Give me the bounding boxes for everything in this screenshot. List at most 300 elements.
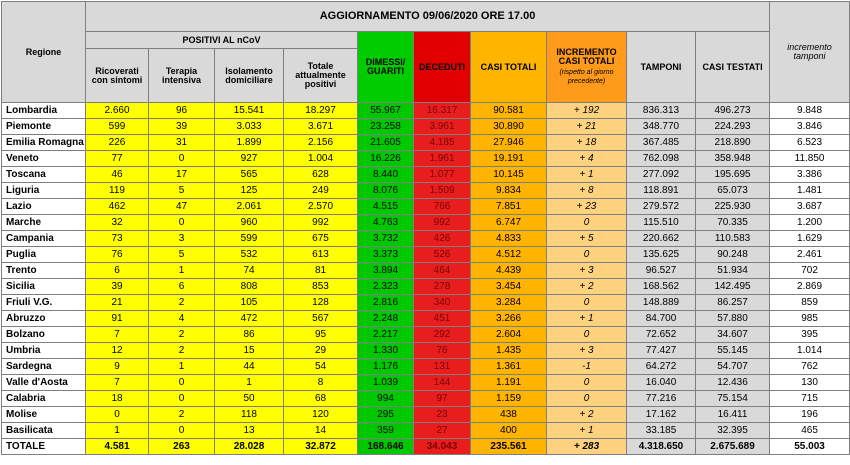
cell-incremento: + 2 (547, 279, 627, 295)
cell-tamponi: 277.092 (627, 167, 696, 183)
cell-totale-positivi: 14 (284, 423, 358, 439)
cell-incremento: + 2 (547, 407, 627, 423)
cell-ricoverati: 462 (86, 199, 149, 215)
cell-totale-positivi: 128 (284, 295, 358, 311)
cell-terapia: 0 (149, 375, 215, 391)
cell-tamponi: 220.662 (627, 231, 696, 247)
cell-incremento-tamponi: 859 (770, 295, 850, 311)
cell-terapia: 1 (149, 359, 215, 375)
cell-terapia: 0 (149, 423, 215, 439)
table-row (2, 327, 850, 343)
cell-terapia: 0 (149, 215, 215, 231)
cell-ricoverati: 2.660 (86, 103, 149, 119)
cell-tamponi: 279.572 (627, 199, 696, 215)
cell-ricoverati: 77 (86, 151, 149, 167)
cell-deceduti: 1.961 (414, 151, 471, 167)
cell-incremento-tamponi: 762 (770, 359, 850, 375)
cell-regione: Toscana (2, 167, 86, 183)
table-row (2, 407, 850, 423)
cell-dimessi: 21.605 (358, 135, 414, 151)
cell-terapia: 2 (149, 327, 215, 343)
table-row (2, 391, 850, 407)
cell-dimessi: 23.258 (358, 119, 414, 135)
cell-isolamento: 2.061 (215, 199, 284, 215)
table-row (2, 375, 850, 391)
cell-casi-totali: 4.439 (471, 263, 547, 279)
cell-isolamento: 15.541 (215, 103, 284, 119)
cell-deceduti: 292 (414, 327, 471, 343)
cell-casi-totali: 4.512 (471, 247, 547, 263)
cell-casi-totali: 400 (471, 423, 547, 439)
cell-ricoverati: 0 (86, 407, 149, 423)
cell-incremento: + 192 (547, 103, 627, 119)
header-regione: Regione (2, 2, 86, 103)
cell-incremento: 0 (547, 247, 627, 263)
cell-isolamento: 28.028 (215, 439, 284, 455)
cell-totale-positivi: 32.872 (284, 439, 358, 455)
cell-deceduti: 766 (414, 199, 471, 215)
cell-deceduti: 76 (414, 343, 471, 359)
cell-terapia: 0 (149, 151, 215, 167)
cell-incremento: + 23 (547, 199, 627, 215)
cell-incremento: + 1 (547, 311, 627, 327)
cell-tamponi: 96.527 (627, 263, 696, 279)
cell-dimessi: 2.217 (358, 327, 414, 343)
cell-regione: Bolzano (2, 327, 86, 343)
table-row (2, 151, 850, 167)
cell-dimessi: 994 (358, 391, 414, 407)
cell-terapia: 39 (149, 119, 215, 135)
cell-isolamento: 599 (215, 231, 284, 247)
cell-isolamento: 105 (215, 295, 284, 311)
cell-totale-positivi: 29 (284, 343, 358, 359)
cell-casi-testati: 225.930 (696, 199, 770, 215)
cell-regione: Molise (2, 407, 86, 423)
cell-incremento-tamponi: 1.200 (770, 215, 850, 231)
table-row (2, 423, 850, 439)
cell-incremento: + 5 (547, 231, 627, 247)
cell-isolamento: 1.899 (215, 135, 284, 151)
cell-incremento: -1 (547, 359, 627, 375)
cell-casi-testati: 195.695 (696, 167, 770, 183)
cell-totale-positivi: 853 (284, 279, 358, 295)
cell-ricoverati: 7 (86, 375, 149, 391)
cell-incremento: 0 (547, 391, 627, 407)
cell-incremento: + 21 (547, 119, 627, 135)
cell-tamponi: 135.625 (627, 247, 696, 263)
cell-dimessi: 1.176 (358, 359, 414, 375)
cell-incremento: 0 (547, 215, 627, 231)
cell-isolamento: 532 (215, 247, 284, 263)
cell-casi-totali: 90.581 (471, 103, 547, 119)
cell-tamponi: 115.510 (627, 215, 696, 231)
cell-regione: Lazio (2, 199, 86, 215)
cell-dimessi: 3.732 (358, 231, 414, 247)
cell-isolamento: 13 (215, 423, 284, 439)
page-title: AGGIORNAMENTO 09/06/2020 ORE 17.00 (86, 2, 770, 32)
cell-casi-testati: 34.607 (696, 327, 770, 343)
cell-dimessi: 2.816 (358, 295, 414, 311)
cell-isolamento: 472 (215, 311, 284, 327)
cell-ricoverati: 18 (86, 391, 149, 407)
cell-dimessi: 2.248 (358, 311, 414, 327)
cell-dimessi: 3.373 (358, 247, 414, 263)
cell-tamponi: 84.700 (627, 311, 696, 327)
cell-casi-testati: 224.293 (696, 119, 770, 135)
cell-incremento-tamponi: 11.850 (770, 151, 850, 167)
cell-casi-totali: 235.561 (471, 439, 547, 455)
cell-ricoverati: 7 (86, 327, 149, 343)
cell-deceduti: 131 (414, 359, 471, 375)
cell-totale-positivi: 18.297 (284, 103, 358, 119)
cell-tamponi: 348.770 (627, 119, 696, 135)
cell-totale-positivi: 249 (284, 183, 358, 199)
cell-incremento-tamponi: 715 (770, 391, 850, 407)
cell-terapia: 4 (149, 311, 215, 327)
cell-totale-positivi: 81 (284, 263, 358, 279)
cell-totale-positivi: 567 (284, 311, 358, 327)
cell-totale-positivi: 8 (284, 375, 358, 391)
cell-isolamento: 44 (215, 359, 284, 375)
cell-terapia: 0 (149, 391, 215, 407)
cell-tamponi: 836.313 (627, 103, 696, 119)
cell-incremento-tamponi: 2.869 (770, 279, 850, 295)
cell-casi-testati: 65.073 (696, 183, 770, 199)
cell-casi-totali: 3.266 (471, 311, 547, 327)
cell-regione: Emilia Romagna (2, 135, 86, 151)
cell-deceduti: 23 (414, 407, 471, 423)
table-row (2, 279, 850, 295)
cell-dimessi: 359 (358, 423, 414, 439)
cell-regione: Puglia (2, 247, 86, 263)
cell-casi-totali: 438 (471, 407, 547, 423)
cell-casi-testati: 16.411 (696, 407, 770, 423)
cell-casi-testati: 32.395 (696, 423, 770, 439)
cell-tamponi: 118.891 (627, 183, 696, 199)
cell-dimessi: 4.515 (358, 199, 414, 215)
cell-incremento-tamponi: 1.629 (770, 231, 850, 247)
cell-casi-totali: 7.851 (471, 199, 547, 215)
cell-dimessi: 1.330 (358, 343, 414, 359)
cell-dimessi: 4.763 (358, 215, 414, 231)
cell-deceduti: 16.317 (414, 103, 471, 119)
cell-regione: Calabria (2, 391, 86, 407)
cell-isolamento: 86 (215, 327, 284, 343)
cell-deceduti: 34.043 (414, 439, 471, 455)
header-tamponi: TAMPONI (627, 32, 696, 103)
cell-casi-testati: 496.273 (696, 103, 770, 119)
cell-casi-testati: 358.948 (696, 151, 770, 167)
header-terapia: Terapia intensiva (149, 49, 215, 103)
cell-terapia: 47 (149, 199, 215, 215)
cell-tamponi: 16.040 (627, 375, 696, 391)
table-body (2, 103, 850, 455)
cell-casi-testati: 86.257 (696, 295, 770, 311)
cell-casi-testati: 142.495 (696, 279, 770, 295)
cell-incremento: + 3 (547, 343, 627, 359)
cell-terapia: 2 (149, 343, 215, 359)
cell-regione: Piemonte (2, 119, 86, 135)
cell-tamponi: 72.652 (627, 327, 696, 343)
cell-casi-totali: 6.747 (471, 215, 547, 231)
cell-incremento-tamponi: 395 (770, 327, 850, 343)
cell-ricoverati: 73 (86, 231, 149, 247)
cell-tamponi: 77.216 (627, 391, 696, 407)
cell-ricoverati: 91 (86, 311, 149, 327)
cell-dimessi: 8.440 (358, 167, 414, 183)
cell-incremento-tamponi: 3.687 (770, 199, 850, 215)
cell-incremento-tamponi: 196 (770, 407, 850, 423)
table-row (2, 215, 850, 231)
total-row (2, 439, 850, 455)
cell-casi-totali: 19.191 (471, 151, 547, 167)
cell-terapia: 5 (149, 183, 215, 199)
cell-deceduti: 27 (414, 423, 471, 439)
cell-tamponi: 367.485 (627, 135, 696, 151)
cell-regione: Valle d'Aosta (2, 375, 86, 391)
cell-regione: Trento (2, 263, 86, 279)
cell-isolamento: 960 (215, 215, 284, 231)
cell-totale-positivi: 3.671 (284, 119, 358, 135)
cell-casi-totali: 1.361 (471, 359, 547, 375)
cell-deceduti: 526 (414, 247, 471, 263)
cell-casi-totali: 2.604 (471, 327, 547, 343)
cell-dimessi: 55.967 (358, 103, 414, 119)
cell-totale-positivi: 95 (284, 327, 358, 343)
header-incremento-note: (rispetto al giorno precedente) (559, 69, 614, 85)
cell-dimessi: 16.226 (358, 151, 414, 167)
cell-incremento-tamponi: 1.014 (770, 343, 850, 359)
cell-casi-testati: 12.436 (696, 375, 770, 391)
cell-deceduti: 1.077 (414, 167, 471, 183)
covid-table (1, 1, 850, 455)
cell-casi-totali: 1.435 (471, 343, 547, 359)
cell-terapia: 96 (149, 103, 215, 119)
cell-isolamento: 808 (215, 279, 284, 295)
cell-deceduti: 992 (414, 215, 471, 231)
cell-deceduti: 426 (414, 231, 471, 247)
cell-totale-positivi: 120 (284, 407, 358, 423)
cell-tamponi: 4.318.650 (627, 439, 696, 455)
cell-regione: Liguria (2, 183, 86, 199)
cell-isolamento: 118 (215, 407, 284, 423)
header-incremento-tamponi: incremento tamponi (770, 2, 850, 103)
cell-incremento-tamponi: 3.386 (770, 167, 850, 183)
cell-isolamento: 1 (215, 375, 284, 391)
table-row (2, 103, 850, 119)
cell-totale-positivi: 2.570 (284, 199, 358, 215)
table-row (2, 263, 850, 279)
cell-incremento-tamponi: 9.848 (770, 103, 850, 119)
cell-terapia: 5 (149, 247, 215, 263)
cell-isolamento: 565 (215, 167, 284, 183)
cell-dimessi: 295 (358, 407, 414, 423)
cell-totale-positivi: 2.156 (284, 135, 358, 151)
header-totale-positivi: Totale attualmente positivi (284, 49, 358, 103)
cell-deceduti: 451 (414, 311, 471, 327)
cell-casi-totali: 9.834 (471, 183, 547, 199)
cell-totale-positivi: 675 (284, 231, 358, 247)
cell-incremento: + 1 (547, 167, 627, 183)
cell-casi-testati: 51.934 (696, 263, 770, 279)
table-row (2, 359, 850, 375)
cell-regione: Basilicata (2, 423, 86, 439)
cell-deceduti: 340 (414, 295, 471, 311)
cell-ricoverati: 226 (86, 135, 149, 151)
cell-incremento-tamponi: 55.003 (770, 439, 850, 455)
cell-regione: TOTALE (2, 439, 86, 455)
table-row (2, 119, 850, 135)
header-ricoverati: Ricoverati con sintomi (86, 49, 149, 103)
cell-ricoverati: 6 (86, 263, 149, 279)
header-casi-totali: CASI TOTALI (471, 32, 547, 103)
cell-regione: Sardegna (2, 359, 86, 375)
cell-deceduti: 144 (414, 375, 471, 391)
header-dimessi: DIMESSI/ GUARITI (358, 32, 414, 103)
cell-incremento: + 4 (547, 151, 627, 167)
cell-terapia: 2 (149, 407, 215, 423)
cell-dimessi: 168.646 (358, 439, 414, 455)
table-row (2, 343, 850, 359)
cell-regione: Marche (2, 215, 86, 231)
table-row (2, 295, 850, 311)
table-row (2, 231, 850, 247)
cell-casi-testati: 54.707 (696, 359, 770, 375)
cell-terapia: 2 (149, 295, 215, 311)
cell-incremento-tamponi: 130 (770, 375, 850, 391)
cell-ricoverati: 32 (86, 215, 149, 231)
cell-terapia: 3 (149, 231, 215, 247)
cell-totale-positivi: 992 (284, 215, 358, 231)
cell-isolamento: 125 (215, 183, 284, 199)
cell-deceduti: 3.961 (414, 119, 471, 135)
cell-casi-totali: 10.145 (471, 167, 547, 183)
table-row (2, 183, 850, 199)
cell-casi-totali: 3.454 (471, 279, 547, 295)
cell-regione: Campania (2, 231, 86, 247)
cell-incremento-tamponi: 1.481 (770, 183, 850, 199)
cell-tamponi: 168.562 (627, 279, 696, 295)
cell-ricoverati: 46 (86, 167, 149, 183)
cell-casi-testati: 90.248 (696, 247, 770, 263)
table-header (2, 2, 850, 103)
cell-casi-testati: 75.154 (696, 391, 770, 407)
table-row (2, 199, 850, 215)
table-row (2, 247, 850, 263)
cell-incremento: + 1 (547, 423, 627, 439)
cell-dimessi: 8.076 (358, 183, 414, 199)
cell-terapia: 17 (149, 167, 215, 183)
cell-casi-totali: 27.946 (471, 135, 547, 151)
table-row (2, 135, 850, 151)
cell-deceduti: 97 (414, 391, 471, 407)
cell-incremento-tamponi: 465 (770, 423, 850, 439)
cell-tamponi: 148.889 (627, 295, 696, 311)
header-incremento-label: INCREMENTO CASI TOTALI (556, 47, 617, 66)
cell-incremento: + 8 (547, 183, 627, 199)
cell-ricoverati: 4.581 (86, 439, 149, 455)
cell-incremento-tamponi: 985 (770, 311, 850, 327)
cell-regione: Lombardia (2, 103, 86, 119)
cell-tamponi: 762.098 (627, 151, 696, 167)
cell-deceduti: 278 (414, 279, 471, 295)
cell-regione: Sicilia (2, 279, 86, 295)
cell-casi-testati: 57.880 (696, 311, 770, 327)
cell-isolamento: 927 (215, 151, 284, 167)
cell-incremento: 0 (547, 295, 627, 311)
header-deceduti: DECEDUTI (414, 32, 471, 103)
cell-totale-positivi: 1.004 (284, 151, 358, 167)
cell-totale-positivi: 613 (284, 247, 358, 263)
table-row (2, 311, 850, 327)
header-positivi: POSITIVI AL nCoV (86, 32, 358, 49)
cell-deceduti: 1.509 (414, 183, 471, 199)
cell-isolamento: 15 (215, 343, 284, 359)
cell-incremento-tamponi: 6.523 (770, 135, 850, 151)
cell-casi-testati: 2.675.689 (696, 439, 770, 455)
header-isolamento: Isolamento domiciliare (215, 49, 284, 103)
cell-incremento: 0 (547, 327, 627, 343)
cell-deceduti: 4.185 (414, 135, 471, 151)
cell-ricoverati: 9 (86, 359, 149, 375)
cell-isolamento: 50 (215, 391, 284, 407)
cell-incremento: + 3 (547, 263, 627, 279)
cell-tamponi: 33.185 (627, 423, 696, 439)
cell-ricoverati: 76 (86, 247, 149, 263)
cell-casi-testati: 218.890 (696, 135, 770, 151)
cell-dimessi: 1.039 (358, 375, 414, 391)
cell-ricoverati: 119 (86, 183, 149, 199)
cell-incremento: + 18 (547, 135, 627, 151)
cell-regione: Friuli V.G. (2, 295, 86, 311)
cell-totale-positivi: 628 (284, 167, 358, 183)
cell-tamponi: 17.162 (627, 407, 696, 423)
cell-regione: Abruzzo (2, 311, 86, 327)
cell-terapia: 31 (149, 135, 215, 151)
cell-tamponi: 64.272 (627, 359, 696, 375)
cell-casi-totali: 1.159 (471, 391, 547, 407)
cell-casi-testati: 70.335 (696, 215, 770, 231)
cell-terapia: 6 (149, 279, 215, 295)
cell-incremento-tamponi: 3.846 (770, 119, 850, 135)
header-casi-testati: CASI TESTATI (696, 32, 770, 103)
cell-casi-totali: 1.191 (471, 375, 547, 391)
cell-casi-totali: 4.833 (471, 231, 547, 247)
cell-casi-totali: 30.890 (471, 119, 547, 135)
cell-ricoverati: 12 (86, 343, 149, 359)
cell-casi-testati: 55.145 (696, 343, 770, 359)
cell-casi-totali: 3.284 (471, 295, 547, 311)
cell-regione: Umbria (2, 343, 86, 359)
header-incremento (547, 32, 627, 103)
cell-tamponi: 77.427 (627, 343, 696, 359)
cell-ricoverati: 39 (86, 279, 149, 295)
cell-incremento: + 283 (547, 439, 627, 455)
cell-incremento-tamponi: 702 (770, 263, 850, 279)
cell-regione: Veneto (2, 151, 86, 167)
cell-ricoverati: 21 (86, 295, 149, 311)
cell-isolamento: 74 (215, 263, 284, 279)
cell-casi-testati: 110.583 (696, 231, 770, 247)
cell-incremento: 0 (547, 375, 627, 391)
cell-totale-positivi: 54 (284, 359, 358, 375)
table-row (2, 167, 850, 183)
cell-ricoverati: 599 (86, 119, 149, 135)
cell-deceduti: 464 (414, 263, 471, 279)
cell-terapia: 263 (149, 439, 215, 455)
cell-totale-positivi: 68 (284, 391, 358, 407)
cell-isolamento: 3.033 (215, 119, 284, 135)
